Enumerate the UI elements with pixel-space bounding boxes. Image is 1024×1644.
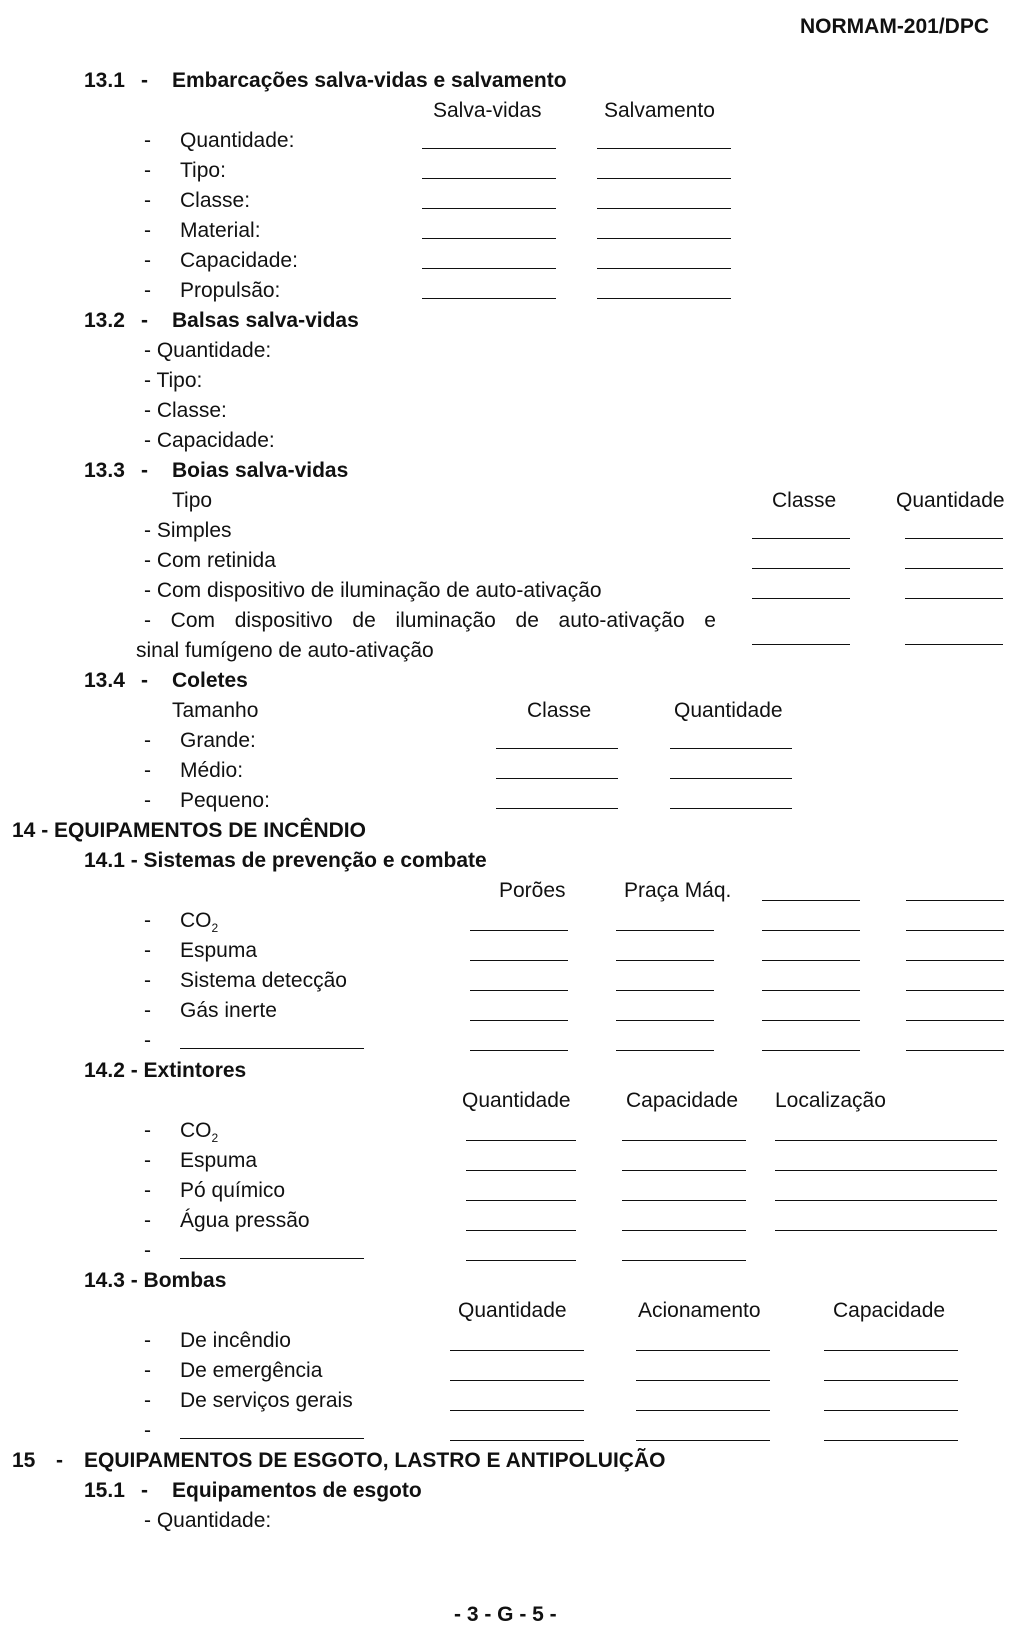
row-label-medio: Médio: bbox=[180, 759, 244, 782]
row-label-co2: $CO_2$ bbox=[180, 909, 219, 936]
column-header-classe: Classe bbox=[527, 699, 592, 722]
row-dash: - bbox=[144, 1209, 151, 1232]
fill-blank[interactable] bbox=[824, 1350, 958, 1351]
row-label-simples: - Simples bbox=[144, 519, 232, 542]
section-13-1-dash: - bbox=[141, 69, 148, 92]
row-dash: - bbox=[144, 1179, 151, 1202]
row-label-capacidade: Capacidade: bbox=[180, 249, 298, 272]
fill-blank[interactable] bbox=[466, 1230, 576, 1231]
row-dash: - bbox=[144, 249, 151, 272]
fill-blank[interactable] bbox=[422, 178, 556, 179]
fill-blank[interactable] bbox=[616, 960, 714, 961]
fill-blank[interactable] bbox=[450, 1440, 584, 1441]
section-15-dash: - bbox=[56, 1449, 63, 1472]
column-header-quantidade: Quantidade bbox=[896, 489, 1005, 512]
fill-blank[interactable] bbox=[775, 1200, 997, 1201]
row-dash: - bbox=[144, 1419, 151, 1442]
section-13-3-title: Boias salva-vidas bbox=[172, 459, 349, 482]
column-header-quantidade: Quantidade bbox=[458, 1299, 567, 1322]
column-header-praca-maq: Praça Máq. bbox=[624, 879, 732, 902]
fill-blank[interactable] bbox=[775, 1170, 997, 1171]
row-label-quantidade: - Quantidade: bbox=[144, 1509, 272, 1532]
page-number: - 3 - G - 5 - bbox=[454, 1603, 557, 1626]
fill-blank[interactable] bbox=[636, 1380, 770, 1381]
fill-blank[interactable] bbox=[905, 538, 1003, 539]
fill-blank[interactable] bbox=[597, 178, 731, 179]
fill-blank[interactable] bbox=[622, 1260, 746, 1261]
fill-blank[interactable] bbox=[670, 778, 792, 779]
fill-blank[interactable] bbox=[496, 778, 618, 779]
row-label-de-incendio: De incêndio bbox=[180, 1329, 291, 1352]
row-dash: - bbox=[144, 279, 151, 302]
fill-blank[interactable] bbox=[616, 990, 714, 991]
fill-blank[interactable] bbox=[466, 1140, 576, 1141]
row-dash: - bbox=[144, 1359, 151, 1382]
row-label-espuma: Espuma bbox=[180, 939, 258, 962]
fill-blank[interactable] bbox=[752, 568, 850, 569]
section-13-2-number: 13.2 bbox=[84, 309, 125, 332]
fill-blank[interactable] bbox=[752, 598, 850, 599]
row-label-classe: Classe: bbox=[180, 189, 251, 212]
fill-blank[interactable] bbox=[906, 960, 1004, 961]
row-label-gas-inerte: Gás inerte bbox=[180, 999, 277, 1022]
column-header-quantidade: Quantidade bbox=[674, 699, 783, 722]
fill-blank[interactable] bbox=[762, 1020, 860, 1021]
section-13-4-number: 13.4 bbox=[84, 669, 125, 692]
section-13-2-title: Balsas salva-vidas bbox=[172, 309, 359, 332]
row-dash: - bbox=[144, 159, 151, 182]
row-label-po-quimico: Pó químico bbox=[180, 1179, 286, 1202]
document-code: NORMAM-201/DPC bbox=[800, 15, 990, 38]
fill-blank[interactable] bbox=[616, 930, 714, 931]
fill-blank[interactable] bbox=[622, 1170, 746, 1171]
section-15-1-number: 15.1 bbox=[84, 1479, 125, 1502]
fill-blank[interactable] bbox=[470, 990, 568, 991]
column-header-salva-vidas: Salva-vidas bbox=[433, 99, 542, 122]
fill-blank[interactable] bbox=[450, 1350, 584, 1351]
fill-blank[interactable] bbox=[775, 1140, 997, 1141]
fill-blank[interactable] bbox=[597, 268, 731, 269]
custom-item-blank[interactable] bbox=[180, 1258, 364, 1259]
section-13-1-title: Embarcações salva-vidas e salvamento bbox=[172, 69, 567, 92]
fill-blank[interactable] bbox=[470, 960, 568, 961]
fill-blank[interactable] bbox=[470, 1020, 568, 1021]
section-15-1-title: Equipamentos de esgoto bbox=[172, 1479, 422, 1502]
custom-item-blank[interactable] bbox=[180, 1048, 364, 1049]
column-header-capacidade: Capacidade bbox=[626, 1089, 739, 1112]
column-header-salvamento: Salvamento bbox=[604, 99, 715, 122]
fill-blank[interactable] bbox=[450, 1380, 584, 1381]
fill-blank[interactable] bbox=[622, 1200, 746, 1201]
fill-blank[interactable] bbox=[906, 900, 1004, 901]
row-label-espuma: Espuma bbox=[180, 1149, 258, 1172]
fill-blank[interactable] bbox=[422, 148, 556, 149]
row-dash: - bbox=[144, 1329, 151, 1352]
custom-item-blank[interactable] bbox=[180, 1438, 364, 1439]
row-label-sistema-deteccao: Sistema detecção bbox=[180, 969, 347, 992]
fill-blank[interactable] bbox=[422, 208, 556, 209]
fill-blank[interactable] bbox=[450, 1410, 584, 1411]
fill-blank[interactable] bbox=[824, 1380, 958, 1381]
fill-blank[interactable] bbox=[762, 900, 860, 901]
column-header-tipo: Tipo bbox=[172, 489, 213, 512]
row-dash: - bbox=[144, 969, 151, 992]
fill-blank[interactable] bbox=[906, 990, 1004, 991]
row-dash: - bbox=[144, 999, 151, 1022]
fill-blank[interactable] bbox=[622, 1230, 746, 1231]
fill-blank[interactable] bbox=[470, 1050, 568, 1051]
column-header-acionamento: Acionamento bbox=[638, 1299, 761, 1322]
row-label-de-emergencia: De emergência bbox=[180, 1359, 323, 1382]
fill-blank[interactable] bbox=[762, 990, 860, 991]
row-label-co2: $CO_2$ bbox=[180, 1119, 219, 1146]
fill-blank[interactable] bbox=[636, 1350, 770, 1351]
fill-blank[interactable] bbox=[597, 298, 731, 299]
fill-blank[interactable] bbox=[616, 1050, 714, 1051]
section-15-title: EQUIPAMENTOS DE ESGOTO, LASTRO E ANTIPOLUIÇÃO bbox=[84, 1449, 666, 1472]
fill-blank[interactable] bbox=[597, 238, 731, 239]
fill-blank[interactable] bbox=[470, 930, 568, 931]
row-dash: - bbox=[144, 729, 151, 752]
section-13-2-dash: - bbox=[141, 309, 148, 332]
fill-blank[interactable] bbox=[466, 1170, 576, 1171]
row-dash: - bbox=[144, 1389, 151, 1412]
row-dash: - bbox=[144, 759, 151, 782]
row-label-tipo: - Tipo: bbox=[144, 369, 203, 392]
fill-blank[interactable] bbox=[762, 930, 860, 931]
section-13-1-number: 13.1 bbox=[84, 69, 125, 92]
row-label-quantidade: - Quantidade: bbox=[144, 339, 272, 362]
row-label-agua-pressao: Água pressão bbox=[180, 1209, 310, 1232]
fill-blank[interactable] bbox=[906, 930, 1004, 931]
fill-blank[interactable] bbox=[906, 1050, 1004, 1051]
fill-blank[interactable] bbox=[616, 1020, 714, 1021]
row-dash: - bbox=[144, 219, 151, 242]
section-14-3-title: 14.3 - Bombas bbox=[84, 1269, 227, 1292]
row-dash: - bbox=[144, 939, 151, 962]
section-13-3-number: 13.3 bbox=[84, 459, 125, 482]
fill-blank[interactable] bbox=[905, 644, 1003, 645]
column-header-poroes: Porões bbox=[499, 879, 566, 902]
row-label-propulsao: Propulsão: bbox=[180, 279, 281, 302]
column-header-localizacao: Localização bbox=[775, 1089, 886, 1112]
section-13-3-dash: - bbox=[141, 459, 148, 482]
fill-blank[interactable] bbox=[422, 268, 556, 269]
fill-blank[interactable] bbox=[496, 808, 618, 809]
fill-blank[interactable] bbox=[905, 598, 1003, 599]
row-label-de-servicos-gerais: De serviços gerais bbox=[180, 1389, 353, 1412]
row-dash: - bbox=[144, 189, 151, 212]
row-dash: - bbox=[144, 909, 151, 932]
fill-blank[interactable] bbox=[597, 148, 731, 149]
fill-blank[interactable] bbox=[752, 538, 850, 539]
row-dash: - bbox=[144, 1239, 151, 1262]
fill-blank[interactable] bbox=[906, 1020, 1004, 1021]
section-14-title: 14 - EQUIPAMENTOS DE INCÊNDIO bbox=[12, 819, 366, 842]
row-label-pequeno: Pequeno: bbox=[180, 789, 270, 812]
fill-blank[interactable] bbox=[824, 1410, 958, 1411]
row-dash: - bbox=[144, 1149, 151, 1172]
fill-blank[interactable] bbox=[636, 1440, 770, 1441]
fill-blank[interactable] bbox=[496, 748, 618, 749]
row-label-grande: Grande: bbox=[180, 729, 256, 752]
fill-blank[interactable] bbox=[422, 238, 556, 239]
fill-blank[interactable] bbox=[622, 1140, 746, 1141]
section-13-4-title: Coletes bbox=[172, 669, 248, 692]
fill-blank[interactable] bbox=[670, 808, 792, 809]
fill-blank[interactable] bbox=[636, 1410, 770, 1411]
column-header-quantidade: Quantidade bbox=[462, 1089, 571, 1112]
fill-blank[interactable] bbox=[670, 748, 792, 749]
fill-blank[interactable] bbox=[597, 208, 731, 209]
section-14-2-title: 14.2 - Extintores bbox=[84, 1059, 247, 1082]
row-dash: - bbox=[144, 789, 151, 812]
section-15-1-dash: - bbox=[141, 1479, 148, 1502]
fill-blank[interactable] bbox=[762, 1050, 860, 1051]
row-label-classe: - Classe: bbox=[144, 399, 227, 422]
fill-blank[interactable] bbox=[775, 1230, 997, 1231]
column-header-classe: Classe bbox=[772, 489, 837, 512]
row-label-tipo: Tipo: bbox=[180, 159, 226, 182]
row-dash: - bbox=[144, 1119, 151, 1142]
row-label-iluminacao: - Com dispositivo de iluminação de auto-ativação bbox=[144, 579, 602, 602]
fill-blank[interactable] bbox=[752, 644, 850, 645]
row-label-iluminacao-fumigeno: - Com dispositivo de iluminação de auto-ativação e bbox=[144, 609, 716, 632]
row-label-capacidade: - Capacidade: bbox=[144, 429, 275, 452]
fill-blank[interactable] bbox=[466, 1260, 576, 1261]
row-dash: - bbox=[144, 129, 151, 152]
section-15-number: 15 bbox=[12, 1449, 36, 1472]
fill-blank[interactable] bbox=[824, 1440, 958, 1441]
row-label-com-retinida: - Com retinida bbox=[144, 549, 276, 572]
row-dash: - bbox=[144, 1029, 151, 1052]
fill-blank[interactable] bbox=[466, 1200, 576, 1201]
fill-blank[interactable] bbox=[422, 298, 556, 299]
section-13-4-dash: - bbox=[141, 669, 148, 692]
column-header-tamanho: Tamanho bbox=[172, 699, 259, 722]
section-14-1-title: 14.1 - Sistemas de prevenção e combate bbox=[84, 849, 487, 872]
fill-blank[interactable] bbox=[762, 960, 860, 961]
column-header-capacidade: Capacidade bbox=[833, 1299, 946, 1322]
row-label-continuation: sinal fumígeno de auto-ativação bbox=[136, 639, 434, 662]
row-label-material: Material: bbox=[180, 219, 261, 242]
row-label-quantidade: Quantidade: bbox=[180, 129, 295, 152]
fill-blank[interactable] bbox=[905, 568, 1003, 569]
